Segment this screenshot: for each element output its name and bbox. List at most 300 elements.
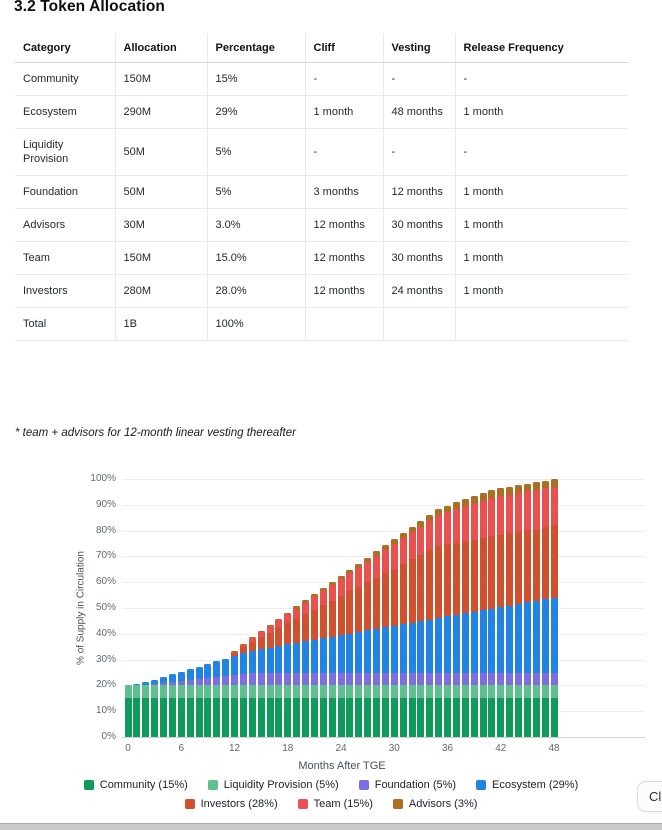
table-cell (305, 308, 383, 341)
legend-row (185, 798, 478, 810)
bar-segment (222, 698, 229, 737)
bar-segment (222, 659, 229, 676)
bar-segment (187, 685, 194, 698)
bar-segment (480, 673, 487, 686)
bar-segment (267, 648, 274, 673)
bar-segment (444, 673, 451, 686)
bar-segment (506, 698, 513, 737)
stacked-bar (222, 659, 229, 737)
bar-segment (222, 676, 229, 686)
bar-segment (506, 685, 513, 698)
bar-segment (462, 499, 469, 506)
bar-segment (426, 550, 433, 619)
bar-segment (444, 616, 451, 672)
table-cell: 1 month (455, 275, 628, 308)
bar-segment (480, 610, 487, 672)
table-cell: 29% (207, 96, 305, 129)
bar-segment (249, 685, 256, 698)
allocation-table (15, 34, 628, 341)
y-axis-tick-label: 100% (90, 473, 116, 484)
table-cell: 150M (115, 242, 207, 275)
bar-segment (311, 597, 318, 610)
bar-segment (249, 651, 256, 673)
bar-segment (311, 685, 318, 698)
stacked-bar (382, 545, 389, 737)
close-button[interactable]: Cl (637, 781, 662, 812)
y-axis-tick-label: 20% (95, 679, 116, 691)
table-cell (383, 308, 455, 341)
bar-segment (213, 677, 220, 686)
stacked-bar (409, 527, 416, 737)
bar-segment (196, 685, 203, 698)
table-cell: 28.0% (207, 275, 305, 308)
bar-segment (320, 698, 327, 737)
column-header: Category (15, 34, 115, 63)
table-cell: 1 month (455, 242, 628, 275)
bar-segment (311, 673, 318, 686)
bar-segment (533, 673, 540, 686)
bar-segment (453, 509, 460, 543)
bar-segment (453, 698, 460, 737)
bar-segment (373, 698, 380, 737)
bar-segment (542, 599, 549, 672)
stacked-bar (249, 637, 256, 737)
bar-segment (524, 530, 531, 602)
table-cell: 12 months (383, 176, 455, 209)
bar-segment (382, 550, 389, 573)
stacked-bar (240, 644, 247, 737)
bar-segment (284, 644, 291, 672)
stacked-bar (293, 606, 300, 737)
bar-segment (515, 673, 522, 686)
stacked-bar (480, 493, 487, 737)
bar-segment (417, 698, 424, 737)
bar-segment (364, 582, 371, 630)
bar-segment (258, 698, 265, 737)
legend-row (84, 779, 579, 791)
bar-segment (213, 698, 220, 737)
bar-segment (284, 614, 291, 623)
legend-label: Advisors (3%) (408, 798, 478, 810)
bar-segment (480, 538, 487, 610)
stacked-bar (125, 685, 132, 737)
legend-swatch (476, 780, 486, 790)
bar-segment (320, 685, 327, 698)
table-cell: Community (15, 63, 115, 96)
legend-swatch (84, 780, 94, 790)
bar-segment (506, 533, 513, 605)
bar-segment (125, 698, 132, 737)
table-row (15, 176, 628, 209)
stacked-bar (178, 672, 185, 737)
bar-segment (169, 685, 176, 698)
legend-item[interactable] (208, 779, 339, 791)
bar-segment (515, 532, 522, 604)
bar-segment (169, 674, 176, 682)
bar-segment (346, 634, 353, 673)
bar-segment (364, 673, 371, 686)
gridline (122, 505, 645, 506)
bar-segment (435, 698, 442, 737)
bar-segment (480, 501, 487, 538)
bar-segment (471, 496, 478, 503)
column-header: Cliff (305, 34, 383, 63)
bar-segment (400, 538, 407, 564)
bar-segment (275, 628, 282, 646)
bar-segment (497, 607, 504, 672)
bar-segment (284, 623, 291, 644)
bar-segment (533, 601, 540, 673)
x-axis-tick-label: 36 (441, 743, 454, 754)
table-cell: Team (15, 242, 115, 275)
bar-segment (533, 698, 540, 737)
bar-segment (382, 685, 389, 698)
bar-segment (409, 623, 416, 673)
legend-item[interactable] (393, 798, 477, 810)
bar-segment (320, 673, 327, 686)
bar-segment (311, 640, 318, 673)
bar-segment (551, 598, 558, 673)
table-cell: 30 months (383, 242, 455, 275)
stacked-bar (151, 680, 158, 737)
legend-item[interactable] (84, 779, 188, 791)
table-cell: 24 months (383, 275, 455, 308)
bar-segment (258, 685, 265, 698)
stacked-bar (506, 487, 513, 737)
bar-segment (391, 544, 398, 569)
bar-segment (178, 685, 185, 698)
stacked-bar (551, 479, 558, 737)
stacked-bar (346, 570, 353, 737)
bar-segment (506, 673, 513, 686)
x-axis-tick-label: 12 (228, 743, 241, 754)
stacked-bar (533, 482, 540, 737)
bar-segment (338, 635, 345, 672)
legend-item[interactable] (476, 779, 578, 791)
bar-segment (471, 673, 478, 686)
stacked-bar (435, 509, 442, 737)
stacked-bar (187, 669, 194, 737)
bar-segment (346, 698, 353, 737)
bar-segment (258, 673, 265, 686)
stacked-bar (133, 684, 140, 737)
bar-segment (524, 484, 531, 492)
bar-segment (435, 546, 442, 618)
bar-segment (488, 673, 495, 686)
table-cell: 30M (115, 209, 207, 242)
bar-segment (320, 638, 327, 672)
section-heading: 3.2 Token Allocation (14, 0, 165, 15)
bar-segment (391, 626, 398, 673)
x-axis-tick-label: 18 (282, 743, 294, 754)
table-cell: 15% (207, 63, 305, 96)
gridline (122, 479, 645, 480)
y-axis-tick-label: 30% (95, 653, 116, 665)
bar-segment (462, 541, 469, 613)
bar-segment (480, 493, 487, 500)
bar-segment (240, 653, 247, 673)
bar-segment (364, 698, 371, 737)
chart-legend (31, 779, 631, 810)
table-cell: 30 months (383, 209, 455, 242)
bar-segment (542, 685, 549, 698)
stacked-bar (373, 551, 380, 737)
table-cell: 150M (115, 63, 207, 96)
bar-segment (417, 685, 424, 698)
bar-segment (267, 633, 274, 648)
bar-segment (400, 698, 407, 737)
table-cell: - (305, 63, 383, 96)
bar-segment (391, 673, 398, 686)
bar-segment (373, 629, 380, 673)
table-cell: 3 months (305, 176, 383, 209)
bar-segment (338, 685, 345, 698)
y-axis-tick-label: 50% (95, 602, 116, 613)
bar-segment (178, 672, 185, 681)
legend-swatch (298, 799, 308, 809)
bar-segment (222, 685, 229, 698)
bar-segment (409, 673, 416, 686)
table-cell: - (383, 129, 455, 176)
stacked-bar (391, 539, 398, 737)
table-cell: Foundation (15, 176, 115, 209)
column-header: Vesting (383, 34, 455, 63)
stacked-bar (488, 490, 495, 737)
bar-segment (329, 585, 336, 600)
bar-segment (311, 698, 318, 737)
table-row (15, 63, 628, 96)
bar-segment (355, 587, 362, 632)
legend-label: Ecosystem (29%) (492, 779, 579, 791)
y-axis-tick-label: 80% (95, 524, 116, 536)
bar-segment (320, 591, 327, 605)
bar-segment (293, 643, 300, 673)
bar-segment (506, 487, 513, 495)
bar-segment (275, 673, 282, 686)
bar-segment (240, 685, 247, 698)
table-cell (455, 308, 628, 341)
bar-segment (355, 632, 362, 673)
bar-segment (284, 673, 291, 686)
bar-segment (524, 698, 531, 737)
x-axis-line (122, 737, 645, 738)
bar-segment (524, 602, 531, 672)
bar-segment (444, 544, 451, 616)
table-cell: 15.0% (207, 242, 305, 275)
table-header-row (15, 34, 628, 63)
column-header: Release Frequency (455, 34, 628, 63)
stacked-bar (204, 664, 211, 737)
bar-segment (213, 685, 220, 698)
stacked-bar (196, 667, 203, 737)
bar-segment (267, 673, 274, 686)
legend-item[interactable] (185, 798, 278, 810)
bar-segment (453, 543, 460, 615)
stacked-bar (267, 625, 274, 737)
stacked-bar (471, 496, 478, 737)
bar-segment (444, 698, 451, 737)
bar-segment (258, 649, 265, 672)
stacked-bar (311, 594, 318, 737)
y-axis-tick-label: 0% (101, 731, 116, 742)
bar-segment (551, 525, 558, 597)
bar-segment (435, 685, 442, 698)
bar-segment (426, 673, 433, 686)
bar-segment (488, 609, 495, 673)
footnote: * team + advisors for 12-month linear vesting thereafter (15, 427, 296, 439)
bar-segment (435, 618, 442, 673)
y-axis-tick-label: 90% (95, 498, 116, 510)
bar-segment (515, 604, 522, 673)
table-cell: - (455, 129, 628, 176)
bar-segment (488, 685, 495, 698)
bar-segment (196, 698, 203, 737)
y-axis-tick-label: 10% (95, 705, 116, 717)
table-cell: 12 months (305, 242, 383, 275)
bar-segment (551, 479, 558, 487)
table-row (15, 242, 628, 275)
stacked-bar (142, 682, 149, 737)
bar-segment (533, 482, 540, 490)
stacked-bar (364, 558, 371, 737)
table-cell: 100% (207, 308, 305, 341)
bar-segment (258, 637, 265, 649)
legend-label: Liquidity Provision (5%) (223, 779, 339, 791)
column-header: Percentage (207, 34, 305, 63)
bar-segment (231, 675, 238, 686)
table-row (15, 308, 628, 341)
bar-segment (338, 579, 345, 596)
bar-segment (382, 627, 389, 672)
legend-label: Team (15%) (313, 798, 373, 810)
bar-segment (355, 685, 362, 698)
stacked-bar (258, 631, 265, 737)
table-cell: - (455, 63, 628, 96)
table-cell: 1 month (455, 96, 628, 129)
bar-segment (204, 664, 211, 678)
bar-segment (488, 490, 495, 498)
bar-segment (346, 685, 353, 698)
bar-segment (275, 698, 282, 737)
bar-segment (444, 685, 451, 698)
stacked-bar (231, 651, 238, 737)
table-row (15, 275, 628, 308)
bar-segment (373, 685, 380, 698)
x-axis-tick-label: 24 (335, 743, 347, 754)
bar-segment (453, 685, 460, 698)
bar-segment (480, 685, 487, 698)
bar-segment (373, 673, 380, 686)
bar-segment (284, 698, 291, 737)
bar-segment (497, 496, 504, 535)
bar-segment (497, 685, 504, 698)
bar-segment (391, 698, 398, 737)
bar-segment (240, 674, 247, 686)
bar-segment (409, 532, 416, 559)
bar-segment (240, 698, 247, 737)
gridline (122, 531, 645, 532)
bar-segment (160, 685, 167, 698)
bar-segment (338, 596, 345, 635)
legend-item[interactable] (359, 779, 456, 791)
bar-segment (497, 535, 504, 607)
bar-segment (453, 673, 460, 686)
x-axis-tick-label: 42 (495, 743, 507, 754)
bar-segment (426, 698, 433, 737)
table-cell: 1B (115, 308, 207, 341)
table-cell: Investors (15, 275, 115, 308)
bar-segment (204, 685, 211, 698)
bar-segment (293, 609, 300, 619)
bar-segment (249, 698, 256, 737)
bar-segment (417, 555, 424, 621)
bar-segment (231, 656, 238, 675)
bar-segment (524, 491, 531, 530)
bar-segment (187, 669, 194, 680)
stacked-bar (160, 677, 167, 737)
bar-segment (497, 488, 504, 496)
table-cell: 48 months (383, 96, 455, 129)
bar-segment (471, 540, 478, 612)
bar-segment (373, 556, 380, 578)
bar-segment (329, 637, 336, 673)
bar-segment (338, 698, 345, 737)
bar-segment (364, 562, 371, 583)
bar-segment (524, 673, 531, 686)
bar-segment (169, 698, 176, 737)
bar-segment (391, 685, 398, 698)
bar-segment (435, 515, 442, 546)
stacked-bar (213, 661, 220, 737)
bar-segment (551, 698, 558, 737)
stacked-bar (355, 564, 362, 737)
column-header: Allocation (115, 34, 207, 63)
table-cell: 12 months (305, 275, 383, 308)
table-cell: 50M (115, 129, 207, 176)
bar-segment (231, 685, 238, 698)
table-cell: 3.0% (207, 209, 305, 242)
stacked-bar (497, 488, 504, 737)
x-axis-title: Months After TGE (298, 760, 386, 772)
bar-segment (462, 673, 469, 686)
bar-segment (497, 698, 504, 737)
bar-segment (187, 698, 194, 737)
legend-item[interactable] (298, 798, 373, 810)
bar-segment (480, 698, 487, 737)
bar-segment (533, 529, 540, 601)
bar-segment (488, 536, 495, 608)
bar-segment (275, 685, 282, 698)
bar-segment (453, 502, 460, 509)
bar-segment (515, 485, 522, 493)
table-cell: 1 month (455, 209, 628, 242)
bar-segment (275, 646, 282, 672)
x-axis-tick-label: 30 (388, 743, 400, 754)
bar-segment (302, 614, 309, 641)
bar-segment (533, 490, 540, 529)
bar-segment (426, 685, 433, 698)
bar-segment (133, 685, 140, 698)
bar-segment (391, 569, 398, 626)
bar-segment (551, 673, 558, 686)
bar-segment (302, 603, 309, 615)
bar-segment (542, 698, 549, 737)
bar-segment (382, 573, 389, 627)
x-axis-tick-label: 6 (178, 743, 185, 754)
bar-segment (142, 698, 149, 737)
bar-segment (551, 487, 558, 526)
bar-segment (133, 698, 140, 737)
